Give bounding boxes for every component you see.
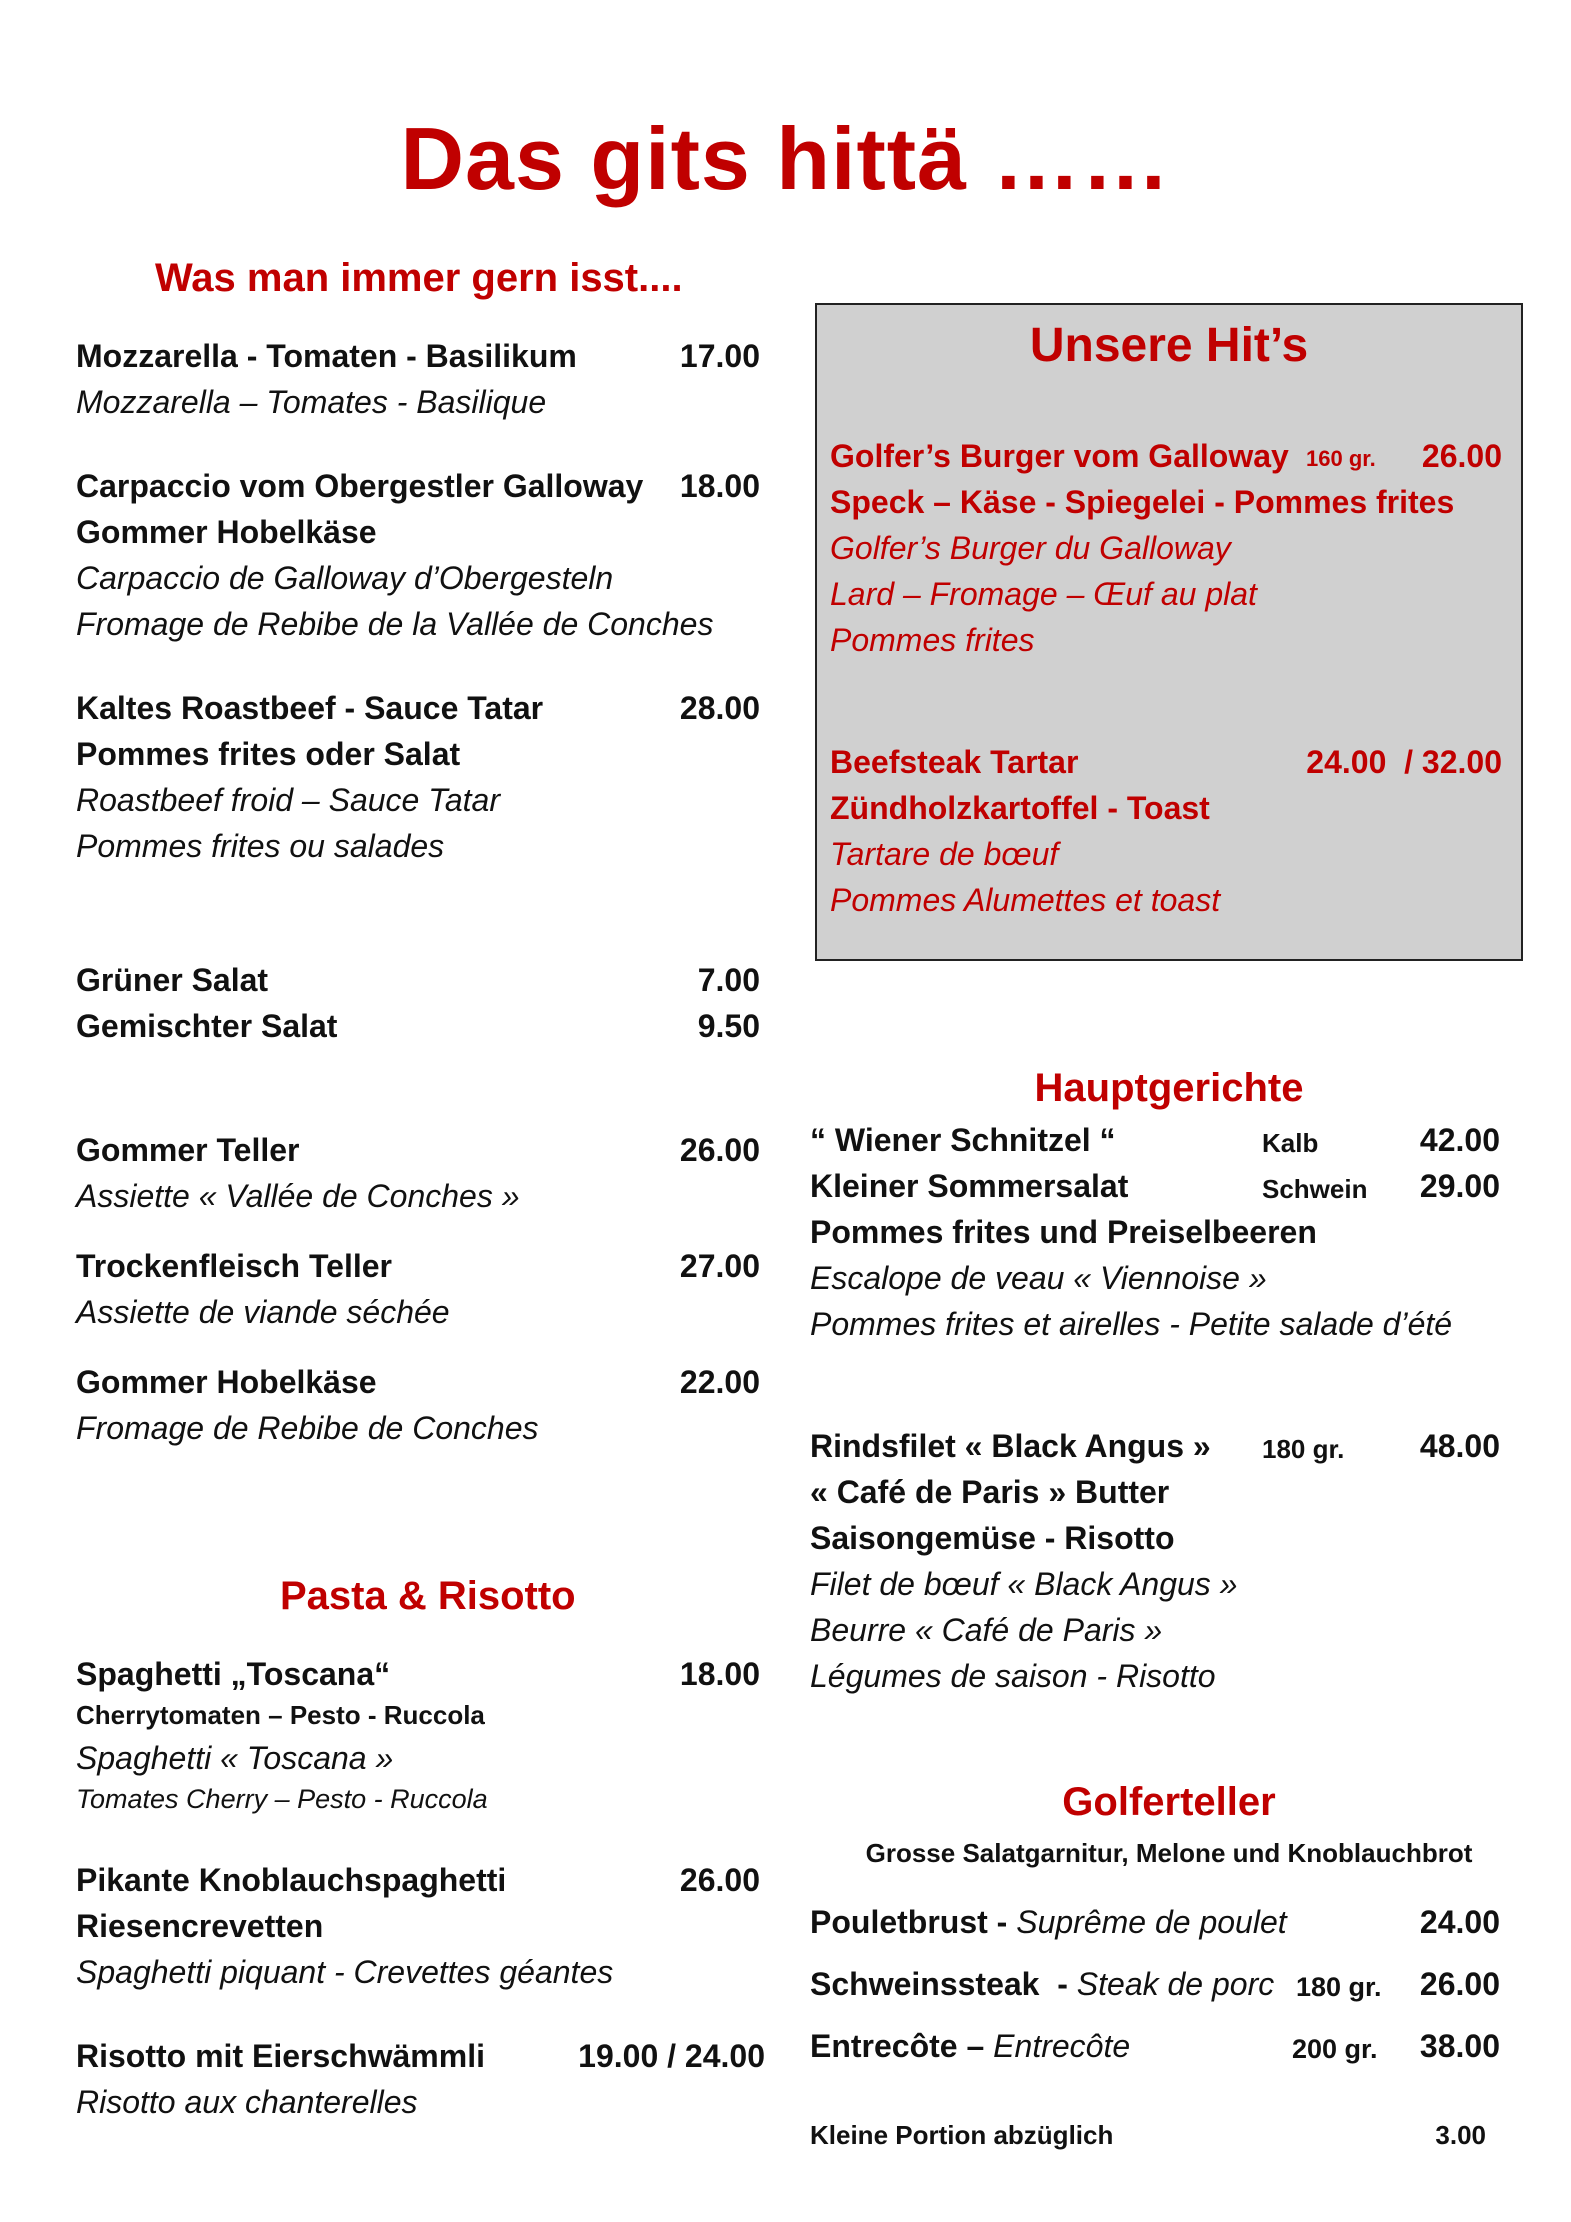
item-name: Gommer Hobelkäse bbox=[76, 1364, 377, 1400]
item-description-fr: Fromage de Rebibe de la Vallée de Conches bbox=[76, 606, 714, 642]
item-price: 17.00 bbox=[679, 338, 760, 374]
item-description-fr: Filet de bœuf « Black Angus » bbox=[810, 1566, 1238, 1602]
section-heading-pasta: Pasta & Risotto bbox=[280, 1574, 576, 1618]
item-price: 26.00 bbox=[1419, 1966, 1500, 2002]
item-price: 26.00 bbox=[679, 1132, 760, 1168]
small-portion-price: 3.00 bbox=[1435, 2120, 1486, 2150]
item-description-fr: Entrecôte bbox=[993, 2028, 1131, 2064]
item-name: Schweinssteak - bbox=[810, 1966, 1077, 2002]
page-title: Das gits hittä …… bbox=[400, 109, 1171, 208]
item-description-fr: Carpaccio de Galloway d’Obergesteln bbox=[76, 560, 614, 596]
item-description-fr: Risotto aux chanterelles bbox=[76, 2084, 418, 2120]
item-description-fr-small: Tomates Cherry – Pesto - Ruccola bbox=[76, 1784, 488, 1814]
item-name-line2: Zündholzkartoffel - Toast bbox=[830, 790, 1210, 826]
item-description-fr: Assiette de viande séchée bbox=[76, 1294, 450, 1330]
item-name: Kaltes Roastbeef - Sauce Tatar bbox=[76, 690, 544, 726]
item-weight: 200 gr. bbox=[1292, 2034, 1378, 2064]
item-description-fr: Pommes Alumettes et toast bbox=[830, 882, 1221, 918]
item-name-line2: Riesencrevetten bbox=[76, 1908, 324, 1944]
section-heading-main: Hauptgerichte bbox=[1034, 1066, 1304, 1110]
item-description-fr: Pommes frites bbox=[830, 622, 1035, 658]
item-name-line2: Speck – Käse - Spiegelei - Pommes frites bbox=[830, 484, 1455, 520]
item-subtitle: Cherrytomaten – Pesto - Ruccola bbox=[76, 1700, 485, 1730]
item-name: “ Wiener Schnitzel “ bbox=[810, 1122, 1116, 1158]
item-price: 22.00 bbox=[679, 1364, 760, 1400]
item-description-fr: Pommes frites ou salades bbox=[76, 828, 445, 864]
item-price: 24.00 bbox=[1419, 1904, 1500, 1940]
item-weight: 180 gr. bbox=[1262, 1434, 1345, 1464]
item-price: 27.00 bbox=[679, 1248, 760, 1284]
section-subtitle: Grosse Salatgarnitur, Melone und Knoblauchbrot bbox=[865, 1838, 1473, 1868]
item-price: 48.00 bbox=[1419, 1428, 1500, 1464]
item-weight: 180 gr. bbox=[1296, 1972, 1382, 2002]
golfer-item-3 bbox=[810, 2028, 1130, 2065]
item-price: 19.00 / 24.00 bbox=[578, 2038, 765, 2074]
item-name: Beefsteak Tartar bbox=[830, 744, 1079, 780]
item-name-line2: Kleiner Sommersalat bbox=[810, 1168, 1129, 1204]
item-name: Entrecôte – bbox=[810, 2028, 994, 2064]
section-heading-hits: Unsere Hit’s bbox=[1029, 319, 1309, 372]
item-name: Grüner Salat bbox=[76, 962, 269, 998]
item-description-fr: Suprême de poulet bbox=[1016, 1904, 1287, 1940]
item-description-fr: Escalope de veau « Viennoise » bbox=[810, 1260, 1267, 1296]
item-name: Golfer’s Burger vom Galloway bbox=[830, 438, 1289, 474]
item-price: 7.00 bbox=[697, 962, 760, 998]
item-description-fr: Assiette « Vallée de Conches » bbox=[76, 1178, 520, 1214]
item-name-line2: Gommer Hobelkäse bbox=[76, 514, 377, 550]
item-price: 9.50 bbox=[697, 1008, 760, 1044]
item-name-line3: Pommes frites und Preiselbeeren bbox=[810, 1214, 1317, 1250]
item-description-fr: Golfer’s Burger du Galloway bbox=[830, 530, 1231, 566]
item-name: Pouletbrust - bbox=[810, 1904, 1017, 1940]
item-price: 26.00 bbox=[1421, 438, 1502, 474]
item-description-fr: Légumes de saison - Risotto bbox=[810, 1658, 1216, 1694]
golfer-item-1 bbox=[810, 1904, 1287, 1941]
item-name: Trockenfleisch Teller bbox=[76, 1248, 392, 1284]
item-price: 18.00 bbox=[679, 1656, 760, 1692]
item-description-fr: Roastbeef froid – Sauce Tatar bbox=[76, 782, 500, 818]
item-description-fr: Beurre « Café de Paris » bbox=[810, 1612, 1163, 1648]
item-name: Rindsfilet « Black Angus » bbox=[810, 1428, 1211, 1464]
section-heading-golfer: Golferteller bbox=[1062, 1780, 1276, 1824]
item-price: 38.00 bbox=[1419, 2028, 1500, 2064]
item-variant: Schwein bbox=[1262, 1174, 1368, 1204]
item-description-fr: Mozzarella – Tomates - Basilique bbox=[76, 384, 547, 420]
item-weight: 160 gr. bbox=[1306, 446, 1376, 471]
small-portion-label: Kleine Portion abzüglich bbox=[810, 2120, 1114, 2150]
item-price: 18.00 bbox=[679, 468, 760, 504]
section-heading-starters: Was man immer gern isst.... bbox=[155, 256, 683, 300]
item-description-fr: Pommes frites et airelles - Petite salade d’été bbox=[810, 1306, 1453, 1342]
item-name: Risotto mit Eierschwämmli bbox=[76, 2038, 485, 2074]
item-price: 29.00 bbox=[1419, 1168, 1500, 1204]
item-description-fr: Fromage de Rebibe de Conches bbox=[76, 1410, 539, 1446]
golfer-item-2 bbox=[810, 1966, 1274, 2003]
item-name: Carpaccio vom Obergestler Galloway bbox=[76, 468, 644, 504]
item-description-fr: Spaghetti piquant - Crevettes géantes bbox=[76, 1954, 614, 1990]
item-price: 24.00 / 32.00 bbox=[1306, 744, 1502, 780]
item-name: Spaghetti „Toscana“ bbox=[76, 1656, 391, 1692]
item-variant: Kalb bbox=[1262, 1128, 1319, 1158]
item-name-line3: Saisongemüse - Risotto bbox=[810, 1520, 1175, 1556]
item-name: Pikante Knoblauchspaghetti bbox=[76, 1862, 507, 1898]
item-name-line2: Pommes frites oder Salat bbox=[76, 736, 461, 772]
item-description-fr: Spaghetti « Toscana » bbox=[76, 1740, 394, 1776]
item-description-fr: Lard – Fromage – Œuf au plat bbox=[830, 576, 1257, 612]
item-price: 28.00 bbox=[679, 690, 760, 726]
item-name: Gommer Teller bbox=[76, 1132, 300, 1168]
item-name: Mozzarella - Tomaten - Basilikum bbox=[76, 338, 577, 374]
item-description-fr: Steak de porc bbox=[1076, 1966, 1275, 2002]
item-price: 42.00 bbox=[1419, 1122, 1500, 1158]
item-price: 26.00 bbox=[679, 1862, 760, 1898]
item-name-line2: « Café de Paris » Butter bbox=[810, 1474, 1170, 1510]
item-description-fr: Tartare de bœuf bbox=[830, 836, 1059, 872]
item-name: Gemischter Salat bbox=[76, 1008, 338, 1044]
